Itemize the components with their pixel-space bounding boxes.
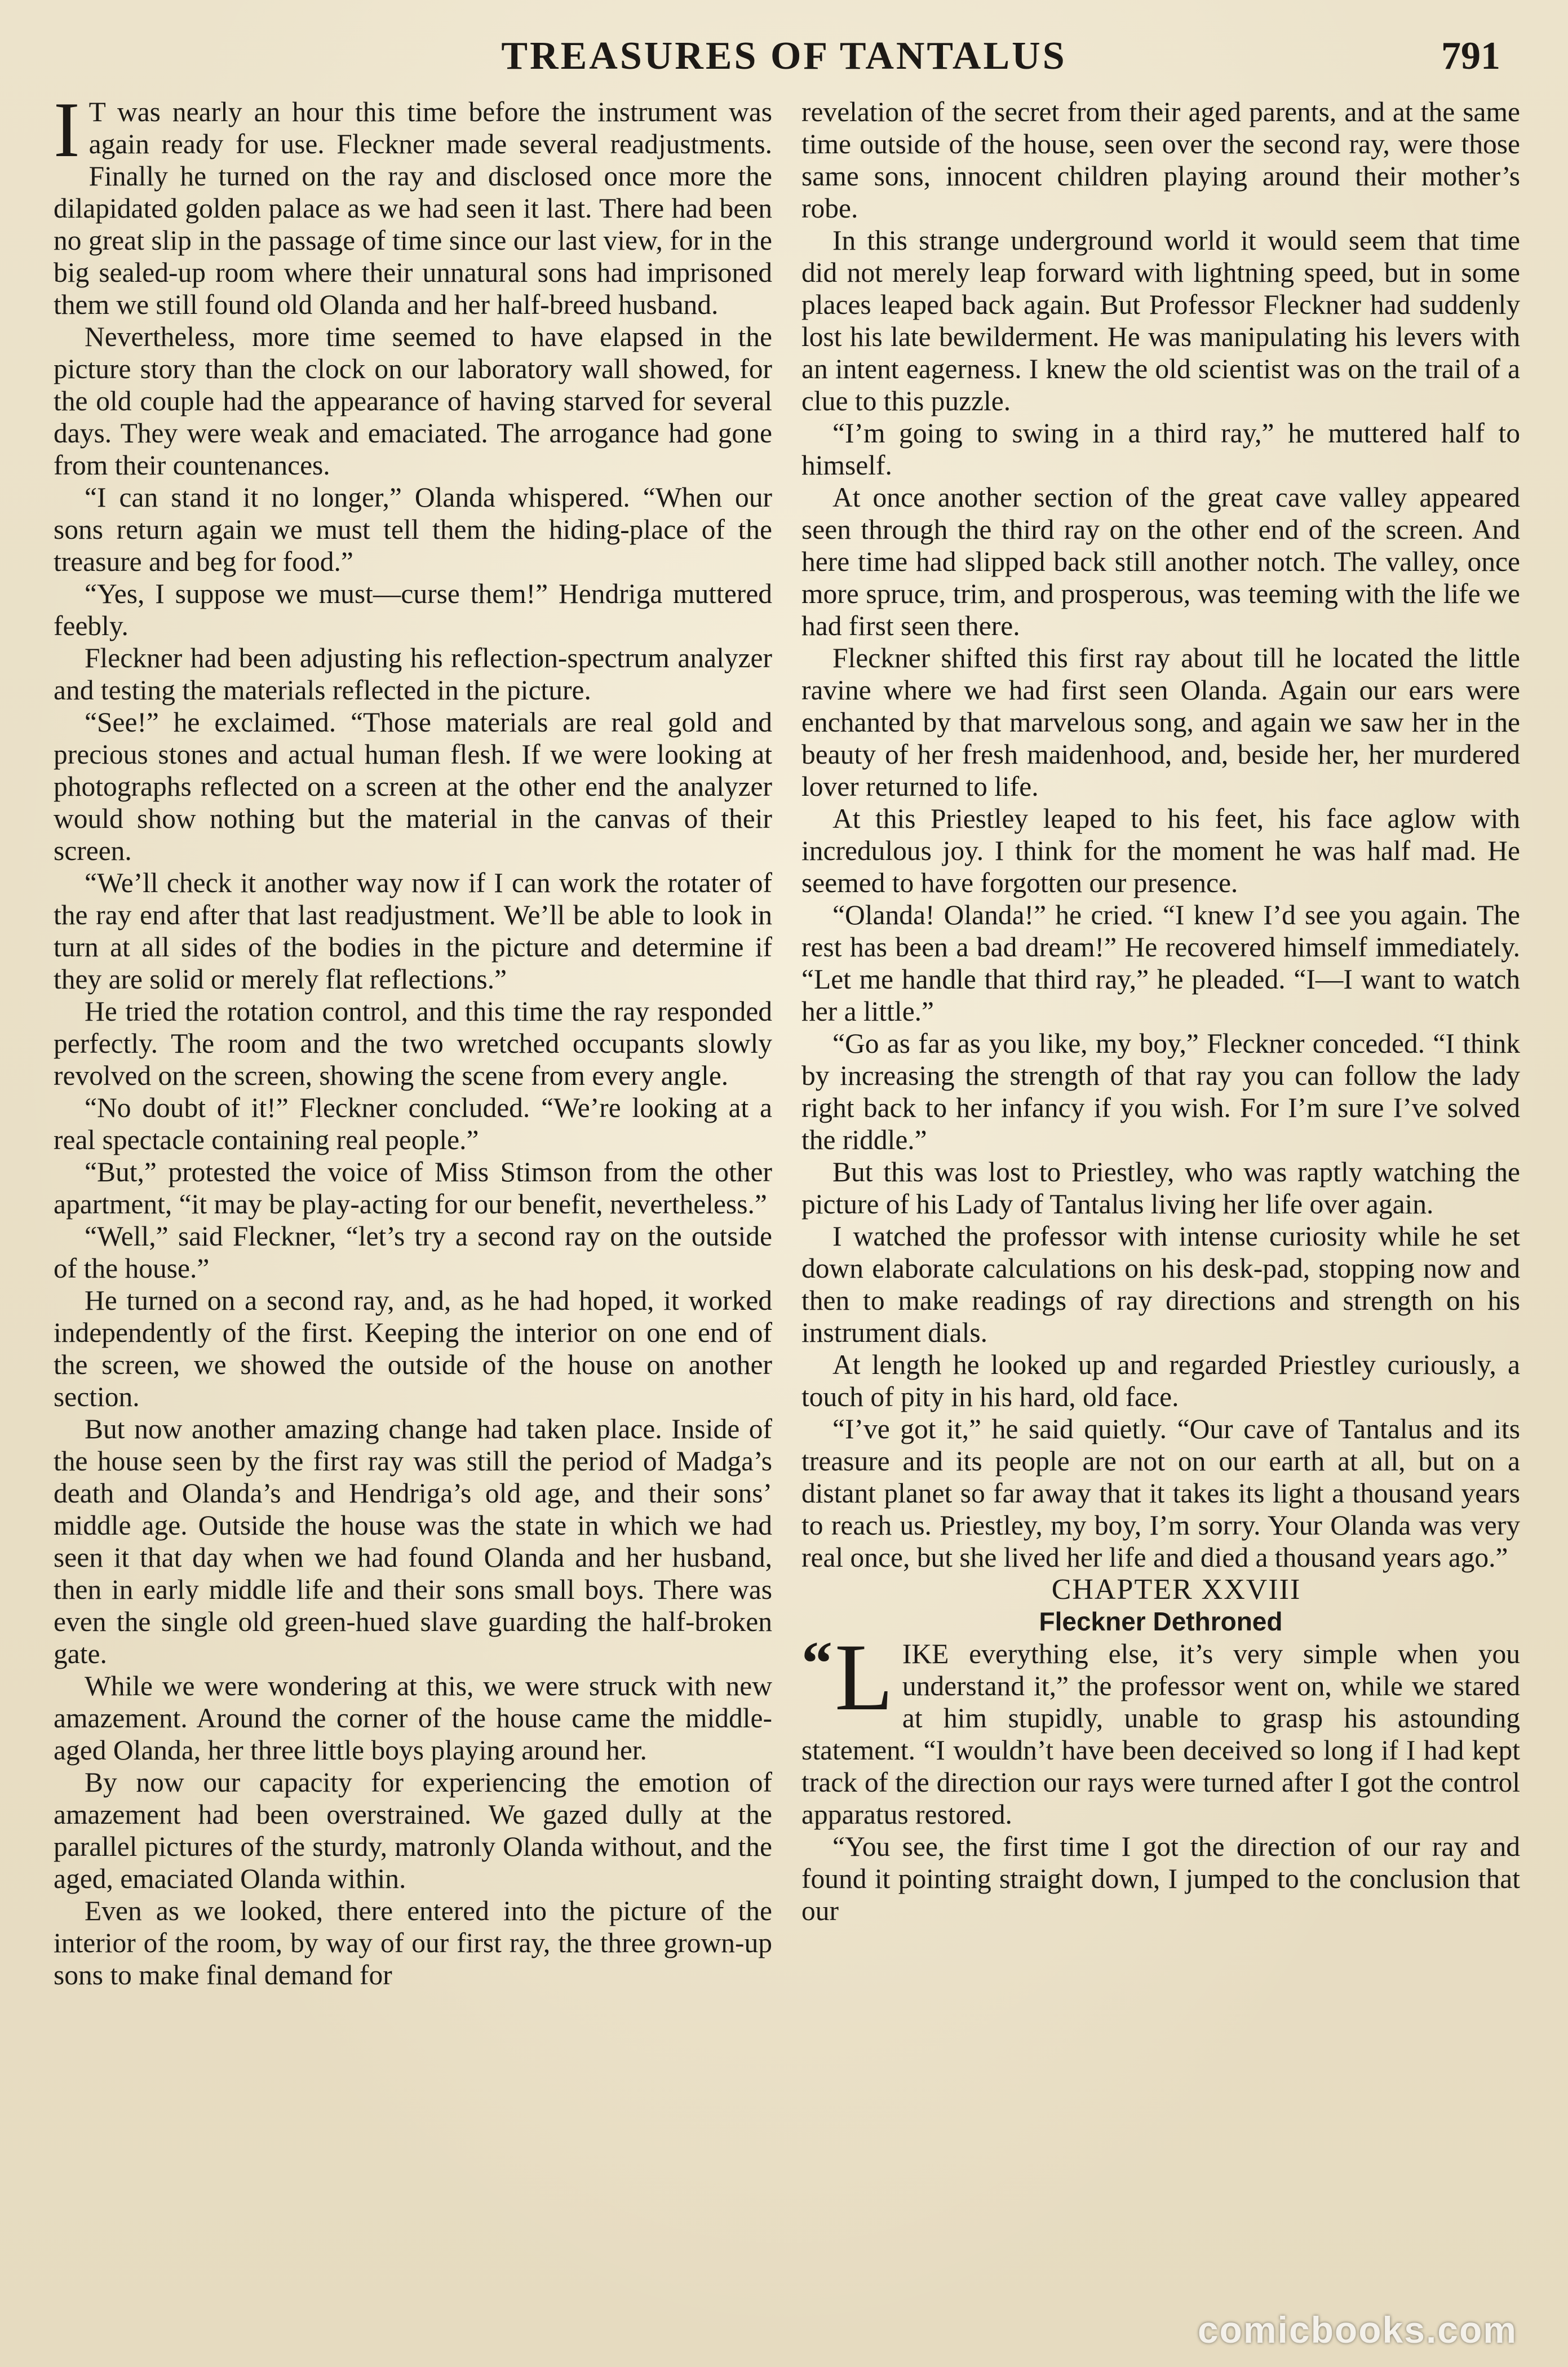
paragraph: “But,” protested the voice of Miss Stimson from the other apartment, “it may be play-acting for our benefit, nevertheless.”: [54, 1156, 772, 1220]
paragraph: “Go as far as you like, my boy,” Fleckner conceded. “I think by increasing the strength of that ray you can follow the lady right back to her infancy if you wish. For I’m sure I’ve solved the riddle.”: [801, 1028, 1520, 1155]
paragraph: But now another amazing change had taken place. Inside of the house seen by the first ray was still the period of Madga’s death and Olanda’s and Hendriga’s old age, and their sons’ middle age. Outside the house was the state in which we had seen it that day when we had found Olanda and her husband, then in early middle life and their sons small boys. There was even the single old green-hued slave guarding the half-broken gate.: [54, 1413, 772, 1669]
paragraph: While we were wondering at this, we were struck with new amazement. Around the corner of the house came the middle-aged Olanda, her three little boys playing around her.: [54, 1670, 772, 1766]
paragraph: “I’ve got it,” he said quietly. “Our cave of Tantalus and its treasure and its people are not on our earth at all, but on a distant planet so far away that it takes its light a thousand years to reach us. Priestley, my boy, I’m sorry. Your Olanda was very real once, but she lived her life and died a thousand years ago.”: [801, 1413, 1520, 1573]
paragraph: “See!” he exclaimed. “Those materials are real gold and precious stones and actual human flesh. If we were looking at photographs reflected on a screen at the other end the analyzer would show nothing but the material in the canvas of their screen.: [54, 707, 772, 866]
left-column: [54, 86, 772, 1991]
opening-paragraph: [54, 86, 772, 321]
paragraph: At this Priestley leaped to his feet, his face aglow with incredulous joy. I think for the moment he was half mad. He seemed to have forgotten our presence.: [801, 803, 1520, 898]
paragraph: Fleckner shifted this first ray about till he located the little ravine where we had first seen Olanda. Again our ears were enchanted by that marvelous song, and again we saw her in the beauty of her fresh maidenhood, and, beside her, her murdered lover returned to life.: [801, 642, 1520, 802]
paragraph: “Yes, I suppose we must—curse them!” Hendriga muttered feebly.: [54, 578, 772, 641]
paragraph: At length he looked up and regarded Priestley curiously, a touch of pity in his hard, old face.: [801, 1349, 1520, 1412]
chapter-heading: CHAPTER XXVIII: [1051, 1573, 1301, 1606]
paragraph: “We’ll check it another way now if I can work the rotater of the ray end after that last readjustment. We’ll be able to look in turn at all sides of the bodies in the picture and determine if they are solid or merely flat reflections.”: [54, 867, 772, 995]
chapter-opening-paragraph: [801, 1624, 1520, 1830]
continued-paragraph: revelation of the secret from their aged parents, and at the same time outside of the house, seen over the second ray, were those same sons, innocent children playing around their mother’s robe.: [801, 96, 1520, 224]
paragraph: “I’m going to swing in a third ray,” he muttered half to himself.: [801, 418, 1520, 481]
watermark: comicbooks.com: [1197, 2309, 1517, 2351]
paragraph: Even as we looked, there entered into the picture of the interior of the room, by way of our first ray, the three grown-up sons to make final demand for: [54, 1895, 772, 1991]
open-quote-mark: “: [801, 1629, 832, 1697]
paragraph: “Well,” said Fleckner, “let’s try a second ray on the outside of the house.”: [54, 1221, 772, 1284]
drop-cap: L: [835, 1624, 893, 1730]
opening-paragraph-text: T was nearly an hour this time before the instrument was again ready for use. Fleckner made several readjustments. Finally he turned on the ray and disclosed once more the dilapidated golden palace as we had seen it last. There had been no great slip in the passage of time since our last view, for in the big sealed-up room where their unnatural sons had imprisoned them we still found old Olanda and her half-breed husband.: [54, 96, 772, 320]
chapter-subtitle: Fleckner Dethroned: [1039, 1607, 1283, 1636]
page-number: 791: [1441, 34, 1500, 78]
paragraph: “I can stand it no longer,” Olanda whispered. “When our sons return again we must tell them the hiding-place of the treasure and beg for food.”: [54, 482, 772, 577]
paragraph: He turned on a second ray, and, as he had hoped, it worked independently of the first. Keeping the interior on one end of the screen, we showed the outside of the house on another section.: [54, 1285, 772, 1412]
paragraph: In this strange underground world it would seem that time did not merely leap forward with lightning speed, but in some places leaped back again. But Professor Fleckner had suddenly lost his late bewilderment. He was manipulating his levers with an intent eagerness. I knew the old scientist was on the trail of a clue to this puzzle.: [801, 225, 1520, 416]
chapter-opening-text: IKE everything else, it’s very simple when you understand it,” the professor went on, while we stared at him stupidly, unable to grasp his astounding statement. “I wouldn’t have been deceived so long if I had kept track of the direction our rays were turned after I got the control apparatus restored.: [801, 1638, 1520, 1830]
paragraph: I watched the professor with intense curiosity while he set down elaborate calculations on his desk-pad, stopping now and then to make readings of ray directions and strength on his instrument dials.: [801, 1221, 1520, 1348]
paragraph: Fleckner had been adjusting his reflection-spectrum analyzer and testing the materials reflected in the picture.: [54, 642, 772, 706]
paragraph: “You see, the first time I got the direction of our ray and found it pointing straight down, I jumped to the conclusion that our: [801, 1831, 1520, 1926]
paragraph: “No doubt of it!” Fleckner concluded. “We’re looking at a real spectacle containing real people.”: [54, 1092, 772, 1155]
paragraph: Nevertheless, more time seemed to have elapsed in the picture story than the clock on our laboratory wall showed, for the old couple had the appearance of having starved for several days. They were weak and emaciated. The arrogance had gone from their countenances.: [54, 321, 772, 481]
paragraph: He tried the rotation control, and this time the ray responded perfectly. The room and the two wretched occupants slowly revolved on the screen, showing the scene from every angle.: [54, 996, 772, 1091]
paragraph: “Olanda! Olanda!” he cried. “I knew I’d see you again. The rest has been a bad dream!” He recovered himself immediately. “Let me handle that third ray,” he pleaded. “I—I want to watch her a little.”: [801, 899, 1520, 1027]
running-title: TREASURES OF TANTALUS: [501, 34, 1067, 78]
paragraph: By now our capacity for experiencing the emotion of amazement had been overstrained. We gazed dully at the parallel pictures of the sturdy, matronly Olanda without, and the aged, emaciated Olanda within.: [54, 1767, 772, 1894]
paragraph: At once another section of the great cave valley appeared seen through the third ray on the other end of the screen. And here time had slipped back still another notch. The valley, once more spruce, trim, and prosperous, was teeming with the life we had first seen there.: [801, 482, 1520, 641]
paragraph: But this was lost to Priestley, who was raptly watching the picture of his Lady of Tantalus living her life over again.: [801, 1156, 1520, 1220]
drop-cap: I: [54, 86, 80, 174]
page-header: [45, 34, 1523, 101]
right-column: [801, 96, 1520, 1927]
